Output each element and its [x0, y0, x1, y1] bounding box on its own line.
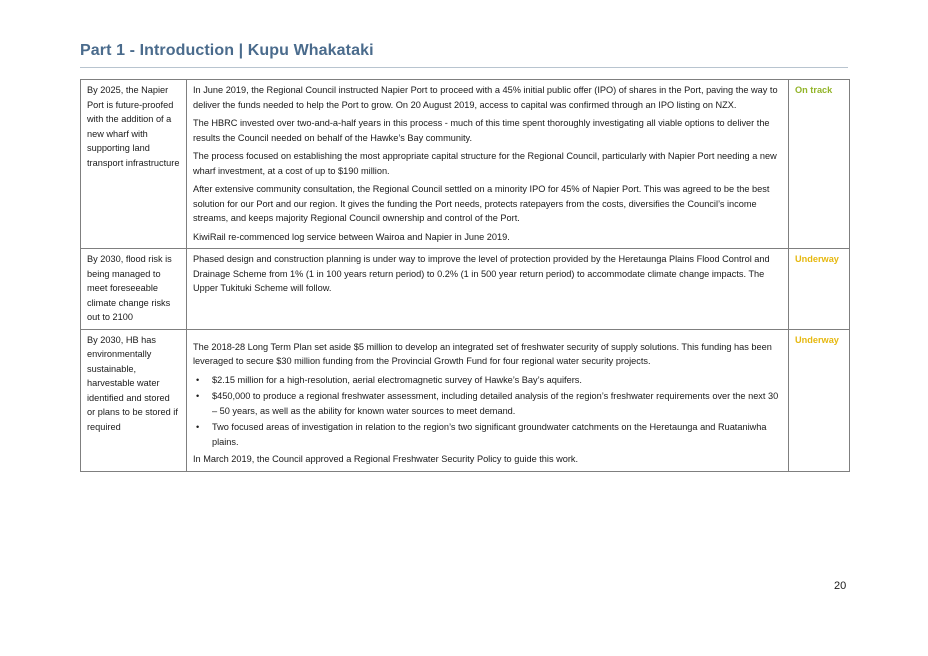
- list-item: [193, 373, 782, 388]
- list-item-text: Two focused areas of investigation in relation to the region’s two significant groundwater catchments on the Heretaunga and Ruataniwha plains.: [212, 422, 767, 447]
- status-badge: On track: [789, 80, 850, 249]
- list-item: [193, 389, 782, 418]
- progress-cell: [187, 80, 789, 249]
- progress-table: [80, 79, 850, 472]
- progress-paragraph: The process focused on establishing the most appropriate capital structure for the Regional Council, particularly with Napier Port needing a new wharf investment, at a cost of up to $190 million.: [193, 151, 777, 176]
- progress-cell: [187, 329, 789, 471]
- progress-cell: [187, 249, 789, 330]
- progress-paragraph: In June 2019, the Regional Council instructed Napier Port to proceed with a 45% initial public offer (IPO) of shares in the Port, paving the way to deliver the funds needed to help the Port to grow. On 20 August 2019, access to capital was confirmed through an IPO listing on NZX.: [193, 85, 778, 110]
- status-badge: Underway: [789, 329, 850, 471]
- bullet-icon: •: [196, 374, 200, 385]
- list-item: [193, 420, 782, 449]
- table-row: [81, 329, 850, 471]
- bullet-icon: •: [196, 422, 200, 432]
- status-badge: Underway: [789, 249, 850, 330]
- progress-paragraph: KiwiRail re-commenced log service between Wairoa and Napier in June 2019.: [193, 231, 510, 242]
- list-item-text: $2.15 million for a high-resolution, aerial electromagnetic survey of Hawke’s Bay’s aquifers.: [212, 374, 582, 385]
- progress-paragraph: In March 2019, the Council approved a Regional Freshwater Security Policy to guide this work.: [193, 454, 579, 464]
- goal-cell: By 2030, flood risk is being managed to meet foreseeable climate change risks out to 2100: [81, 249, 187, 330]
- title-divider: [80, 67, 848, 68]
- bullet-icon: •: [196, 391, 200, 401]
- list-item-text: $450,000 to produce a regional freshwater assessment, including detailed analysis of the region’s freshwater requirements over the next 30 – 50 years, as well as the ability for known water sources to meet demand.: [212, 391, 779, 416]
- progress-paragraph: Phased design and construction planning is under way to improve the level of protection provided by the Heretaunga Plains Flood Control and Drainage Scheme from 1% (1 in 100 years return period) to 0.2% (1 in 500 year return period) to accommodate climate change impacts. The Upper Tukituki Scheme will follow.: [193, 254, 770, 293]
- funding-list: [193, 373, 782, 450]
- progress-paragraph: The HBRC invested over two-and-a-half years in this process - much of this time spent thoroughly investigating all viable options to deliver the results the Council needed on behalf of the Hawke’s Bay community.: [193, 118, 770, 143]
- goal-cell: By 2025, the Napier Port is future-proofed with the addition of a new wharf with supporting land transport infrastructure: [81, 80, 187, 249]
- cell-spacer: [193, 333, 782, 340]
- table-row: [81, 80, 850, 249]
- page-title: Part 1 - Introduction | Kupu Whakataki: [80, 42, 374, 59]
- goal-cell: By 2030, HB has environmentally sustainable, harvestable water identified and stored or plans to be stored if required: [81, 329, 187, 471]
- page-number: 20: [834, 580, 847, 592]
- progress-paragraph: The 2018-28 Long Term Plan set aside $5 million to develop an integrated set of freshwater security of supply solutions. This funding has been leveraged to secure $30 million funding from the Provincial Growth Fund for four regional water security projects.: [193, 341, 772, 366]
- table-row: [81, 249, 850, 330]
- progress-paragraph: After extensive community consultation, the Regional Council settled on a minority IPO for 45% of Napier Port. This was agreed to be the best solution for our Port and our region. It gives the funding the Port needs, protects ratepayers from the costs, diversifies the Council’s income streams, and keeps majority Regional Council ownership and control of the Port.: [193, 184, 770, 223]
